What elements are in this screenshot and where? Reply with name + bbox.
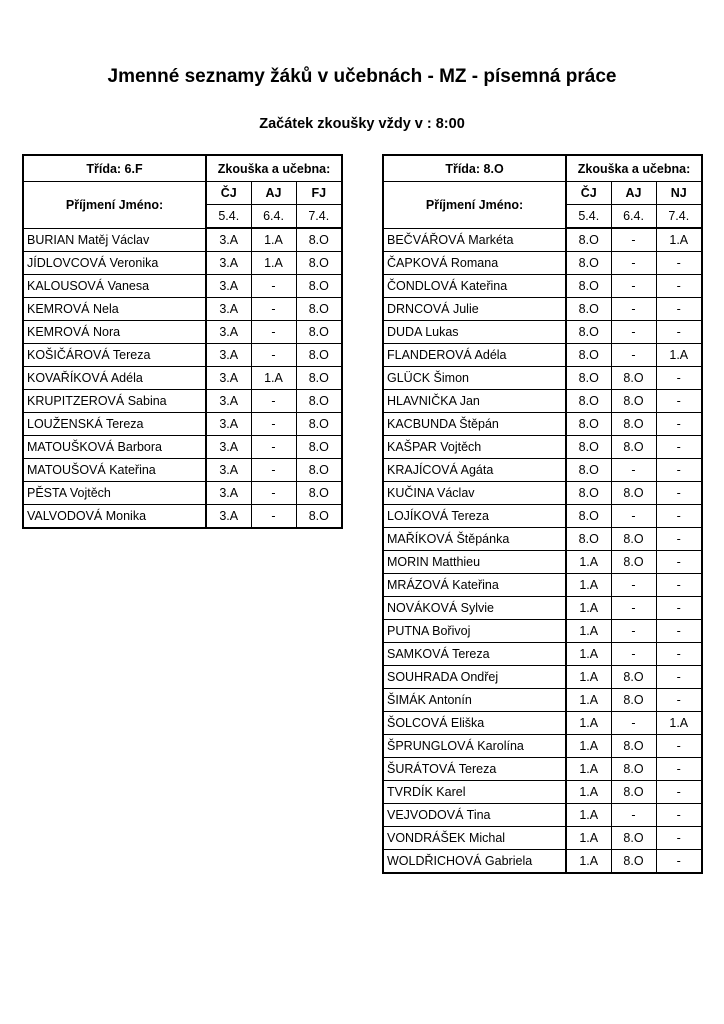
student-name: MORIN Matthieu — [383, 551, 566, 574]
student-row — [383, 827, 702, 850]
student-name: PUTNA Bořivoj — [383, 620, 566, 643]
room-cell: - — [251, 436, 296, 459]
room-cell: 8.O — [296, 252, 342, 275]
subject-header: NJ — [656, 182, 702, 205]
room-cell: 8.O — [566, 321, 611, 344]
room-cell: 1.A — [251, 367, 296, 390]
room-cell: 1.A — [566, 597, 611, 620]
room-cell: - — [611, 298, 656, 321]
room-cell: 8.O — [566, 298, 611, 321]
student-name: ŠPRUNGLOVÁ Karolína — [383, 735, 566, 758]
student-name: KOVAŘÍKOVÁ Adéla — [23, 367, 206, 390]
room-cell: - — [656, 436, 702, 459]
room-cell: - — [656, 850, 702, 874]
room-cell: - — [656, 597, 702, 620]
student-row — [23, 413, 342, 436]
student-name: VALVODOVÁ Monika — [23, 505, 206, 529]
student-row — [383, 781, 702, 804]
student-name: KEMROVÁ Nora — [23, 321, 206, 344]
room-cell: 1.A — [566, 827, 611, 850]
room-cell: 8.O — [296, 436, 342, 459]
room-cell: - — [656, 551, 702, 574]
student-row — [383, 620, 702, 643]
room-cell: 1.A — [566, 850, 611, 874]
exam-room-header: Zkouška a učebna: — [206, 155, 342, 182]
student-name: KACBUNDA Štěpán — [383, 413, 566, 436]
student-row — [23, 321, 342, 344]
room-cell: - — [251, 413, 296, 436]
student-name: ČAPKOVÁ Romana — [383, 252, 566, 275]
student-row — [383, 367, 702, 390]
student-row — [383, 344, 702, 367]
room-cell: 3.A — [206, 436, 251, 459]
room-cell: 8.O — [296, 275, 342, 298]
room-cell: 1.A — [566, 551, 611, 574]
room-cell: 3.A — [206, 482, 251, 505]
name-column-header: Příjmení Jméno: — [383, 182, 566, 229]
room-cell: 8.O — [611, 850, 656, 874]
room-cell: 8.O — [296, 344, 342, 367]
student-row — [383, 551, 702, 574]
room-cell: 3.A — [206, 413, 251, 436]
room-cell: - — [656, 574, 702, 597]
room-cell: - — [656, 367, 702, 390]
room-cell: - — [656, 413, 702, 436]
room-cell: 1.A — [566, 712, 611, 735]
student-row — [383, 689, 702, 712]
student-row — [383, 321, 702, 344]
student-row — [23, 390, 342, 413]
room-cell: 8.O — [611, 367, 656, 390]
room-cell: 1.A — [566, 620, 611, 643]
student-row — [383, 482, 702, 505]
student-name: SOUHRADA Ondřej — [383, 666, 566, 689]
room-cell: 8.O — [611, 551, 656, 574]
room-cell: - — [656, 758, 702, 781]
student-name: KEMROVÁ Nela — [23, 298, 206, 321]
room-cell: 8.O — [296, 505, 342, 529]
room-cell: 3.A — [206, 505, 251, 529]
room-cell: 8.O — [296, 482, 342, 505]
exam-room-header: Zkouška a učebna: — [566, 155, 702, 182]
room-cell: - — [251, 344, 296, 367]
room-cell: - — [611, 712, 656, 735]
student-row — [383, 228, 702, 252]
room-cell: 3.A — [206, 228, 251, 252]
room-cell: 1.A — [566, 666, 611, 689]
room-cell: 1.A — [566, 689, 611, 712]
subject-header: AJ — [611, 182, 656, 205]
room-cell: - — [611, 228, 656, 252]
room-cell: 1.A — [251, 228, 296, 252]
room-cell: - — [656, 689, 702, 712]
student-name: BEČVÁŘOVÁ Markéta — [383, 228, 566, 252]
student-name: ŠURÁTOVÁ Tereza — [383, 758, 566, 781]
student-row — [23, 367, 342, 390]
room-cell: 1.A — [251, 252, 296, 275]
exam-start-time: Začátek zkoušky vždy v : 8:00 — [259, 116, 465, 132]
student-name: JÍDLOVCOVÁ Veronika — [23, 252, 206, 275]
student-row — [383, 597, 702, 620]
room-cell: - — [656, 528, 702, 551]
room-cell: - — [611, 505, 656, 528]
student-row — [23, 505, 342, 529]
room-cell: 8.O — [566, 505, 611, 528]
room-cell: 8.O — [566, 367, 611, 390]
room-cell: - — [251, 275, 296, 298]
room-cell: 1.A — [656, 228, 702, 252]
room-cell: - — [656, 482, 702, 505]
student-row — [383, 758, 702, 781]
exam-date: 5.4. — [566, 205, 611, 229]
room-cell: 8.O — [566, 436, 611, 459]
student-name: DUDA Lukas — [383, 321, 566, 344]
room-cell: 1.A — [566, 758, 611, 781]
subject-header: ČJ — [206, 182, 251, 205]
room-cell: - — [656, 666, 702, 689]
room-cell: 8.O — [611, 827, 656, 850]
student-name: KOŠIČÁROVÁ Tereza — [23, 344, 206, 367]
student-name: FLANDEROVÁ Adéla — [383, 344, 566, 367]
room-cell: - — [251, 321, 296, 344]
room-cell: - — [611, 321, 656, 344]
student-row — [383, 804, 702, 827]
room-cell: 3.A — [206, 275, 251, 298]
student-name: MATOUŠKOVÁ Barbora — [23, 436, 206, 459]
subject-row — [23, 182, 342, 205]
room-cell: - — [611, 643, 656, 666]
student-name: ČONDLOVÁ Kateřina — [383, 275, 566, 298]
room-cell: 8.O — [296, 367, 342, 390]
room-cell: 8.O — [566, 459, 611, 482]
header-row — [23, 155, 342, 182]
room-cell: 8.O — [611, 528, 656, 551]
room-cell: 1.A — [566, 804, 611, 827]
subject-header: AJ — [251, 182, 296, 205]
room-cell: 1.A — [656, 712, 702, 735]
room-cell: - — [611, 344, 656, 367]
room-cell: 8.O — [566, 528, 611, 551]
exam-date: 6.4. — [251, 205, 296, 229]
room-cell: 8.O — [611, 689, 656, 712]
student-name: KAŠPAR Vojtěch — [383, 436, 566, 459]
room-cell: 1.A — [566, 781, 611, 804]
room-cell: - — [656, 620, 702, 643]
student-row — [23, 436, 342, 459]
room-cell: - — [656, 781, 702, 804]
student-name: LOJÍKOVÁ Tereza — [383, 505, 566, 528]
room-cell: - — [656, 459, 702, 482]
room-cell: 8.O — [611, 781, 656, 804]
room-cell: 8.O — [566, 275, 611, 298]
student-name: DRNCOVÁ Julie — [383, 298, 566, 321]
room-cell: - — [656, 252, 702, 275]
room-cell: 3.A — [206, 321, 251, 344]
student-row — [383, 574, 702, 597]
room-cell: - — [611, 574, 656, 597]
student-row — [383, 298, 702, 321]
student-name: ŠOLCOVÁ Eliška — [383, 712, 566, 735]
student-name: TVRDÍK Karel — [383, 781, 566, 804]
name-column-header: Příjmení Jméno: — [23, 182, 206, 229]
room-cell: 8.O — [611, 735, 656, 758]
room-cell: - — [656, 735, 702, 758]
student-name: KRUPITZEROVÁ Sabina — [23, 390, 206, 413]
room-cell: - — [251, 482, 296, 505]
student-name: MATOUŠOVÁ Kateřina — [23, 459, 206, 482]
room-cell: 8.O — [611, 436, 656, 459]
student-row — [383, 390, 702, 413]
room-cell: 8.O — [566, 228, 611, 252]
subject-header: ČJ — [566, 182, 611, 205]
subject-header: FJ — [296, 182, 342, 205]
student-row — [23, 275, 342, 298]
room-cell: 8.O — [296, 228, 342, 252]
student-row — [383, 436, 702, 459]
room-cell: 8.O — [566, 344, 611, 367]
student-row — [383, 666, 702, 689]
class-table-8o — [382, 154, 703, 874]
room-cell: - — [611, 804, 656, 827]
room-cell: 3.A — [206, 298, 251, 321]
student-row — [383, 735, 702, 758]
student-name: KUČINA Václav — [383, 482, 566, 505]
subject-row — [383, 182, 702, 205]
room-cell: 3.A — [206, 367, 251, 390]
room-cell: 8.O — [611, 482, 656, 505]
student-row — [383, 643, 702, 666]
room-cell: - — [656, 643, 702, 666]
room-cell: - — [611, 252, 656, 275]
student-row — [383, 413, 702, 436]
room-cell: 1.A — [566, 735, 611, 758]
student-row — [383, 528, 702, 551]
room-cell: 8.O — [296, 321, 342, 344]
room-cell: - — [611, 275, 656, 298]
room-cell: - — [656, 390, 702, 413]
student-name: VONDRÁŠEK Michal — [383, 827, 566, 850]
room-cell: - — [656, 275, 702, 298]
student-name: MRÁZOVÁ Kateřina — [383, 574, 566, 597]
student-row — [383, 275, 702, 298]
student-name: SAMKOVÁ Tereza — [383, 643, 566, 666]
header-row — [383, 155, 702, 182]
room-cell: 8.O — [296, 298, 342, 321]
exam-date: 6.4. — [611, 205, 656, 229]
student-name: BURIAN Matěj Václav — [23, 228, 206, 252]
page-title: Jmenné seznamy žáků v učebnách - MZ - písemná práce — [107, 66, 617, 87]
room-cell: - — [611, 597, 656, 620]
class-label: Třída: 8.O — [383, 155, 566, 182]
room-cell: 8.O — [611, 758, 656, 781]
class-label: Třída: 6.F — [23, 155, 206, 182]
room-cell: - — [656, 804, 702, 827]
student-name: ŠIMÁK Antonín — [383, 689, 566, 712]
student-name: WOLDŘICHOVÁ Gabriela — [383, 850, 566, 874]
room-cell: 3.A — [206, 252, 251, 275]
room-cell: 8.O — [611, 666, 656, 689]
room-cell: 8.O — [566, 482, 611, 505]
room-cell: 3.A — [206, 390, 251, 413]
room-cell: 8.O — [296, 413, 342, 436]
student-name: KRAJÍCOVÁ Agáta — [383, 459, 566, 482]
student-row — [23, 298, 342, 321]
exam-date: 5.4. — [206, 205, 251, 229]
student-row — [23, 459, 342, 482]
room-cell: - — [656, 505, 702, 528]
student-row — [383, 712, 702, 735]
room-cell: 1.A — [566, 574, 611, 597]
student-name: PĚSTA Vojtěch — [23, 482, 206, 505]
room-cell: 8.O — [296, 459, 342, 482]
student-name: LOUŽENSKÁ Tereza — [23, 413, 206, 436]
room-cell: 8.O — [566, 390, 611, 413]
student-row — [383, 459, 702, 482]
student-name: VEJVODOVÁ Tina — [383, 804, 566, 827]
student-row — [23, 252, 342, 275]
room-cell: 1.A — [656, 344, 702, 367]
room-cell: - — [611, 620, 656, 643]
room-cell: - — [251, 505, 296, 529]
student-row — [383, 850, 702, 874]
room-cell: 8.O — [296, 390, 342, 413]
room-cell: - — [656, 827, 702, 850]
room-cell: 8.O — [611, 413, 656, 436]
room-cell: 1.A — [566, 643, 611, 666]
exam-date: 7.4. — [656, 205, 702, 229]
student-row — [23, 482, 342, 505]
room-cell: - — [251, 459, 296, 482]
room-cell: - — [656, 321, 702, 344]
room-cell: - — [611, 459, 656, 482]
room-cell: 8.O — [611, 390, 656, 413]
room-cell: 3.A — [206, 344, 251, 367]
student-name: GLÜCK Šimon — [383, 367, 566, 390]
room-cell: - — [251, 298, 296, 321]
student-row — [23, 344, 342, 367]
student-name: KALOUSOVÁ Vanesa — [23, 275, 206, 298]
student-row — [23, 228, 342, 252]
room-cell: 8.O — [566, 413, 611, 436]
room-cell: 3.A — [206, 459, 251, 482]
room-cell: - — [251, 390, 296, 413]
student-name: HLAVNIČKA Jan — [383, 390, 566, 413]
room-cell: 8.O — [566, 252, 611, 275]
exam-date: 7.4. — [296, 205, 342, 229]
room-cell: - — [656, 298, 702, 321]
student-row — [383, 252, 702, 275]
student-name: NOVÁKOVÁ Sylvie — [383, 597, 566, 620]
student-name: MAŘÍKOVÁ Štěpánka — [383, 528, 566, 551]
student-row — [383, 505, 702, 528]
class-table-6f — [22, 154, 343, 529]
